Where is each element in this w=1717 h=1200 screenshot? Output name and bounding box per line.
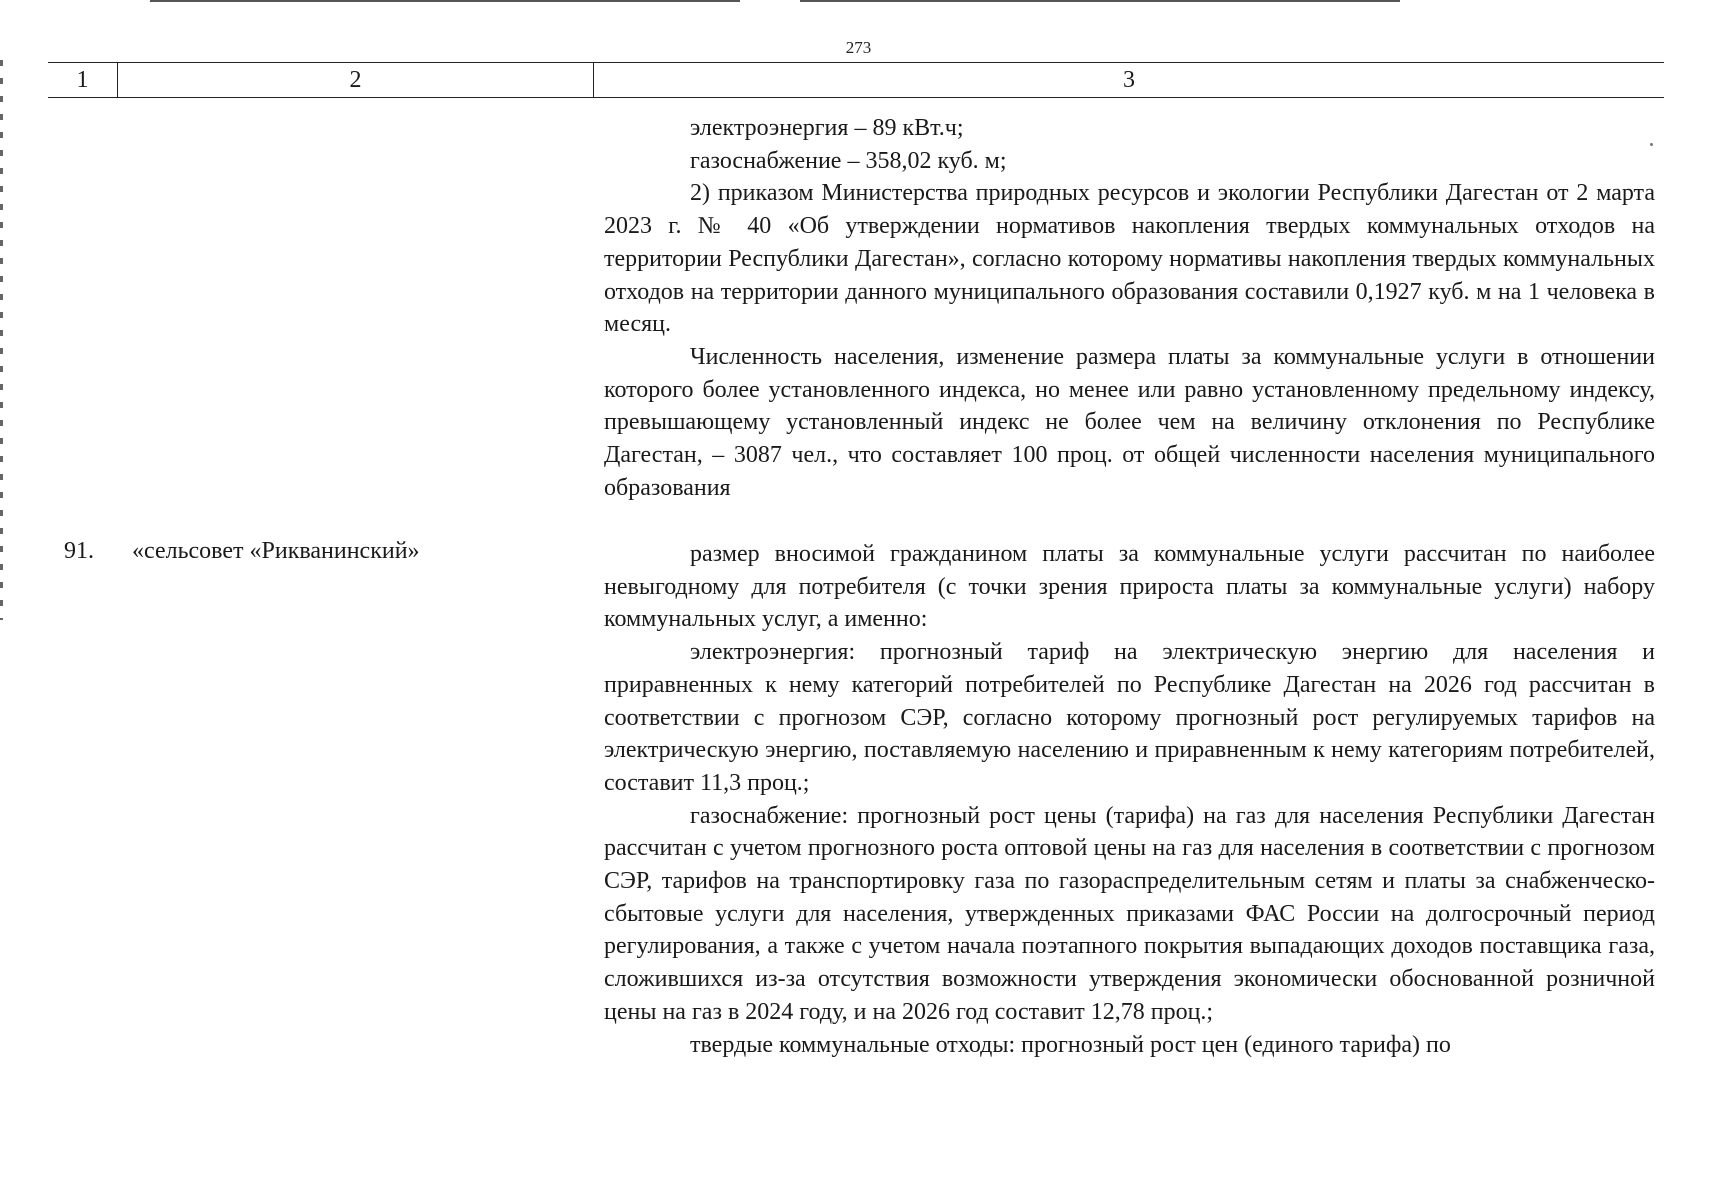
paragraph: электроэнергия – 89 кВт.ч;	[690, 115, 964, 141]
continuation-text	[604, 112, 1655, 504]
table-header	[48, 62, 1664, 98]
paragraph: Численность населения, изменение размера платы за коммунальные услуги в отношении которого более установленного индекса, но менее или равно установленному предельному индексу, превышающему установленный индекс не более чем на величину отклонения по Республике Дагестан, – 3087 чел., что составляет 100 проц. от общей численности населения муниципального образования	[604, 343, 1655, 501]
page-number: 273	[845, 38, 872, 57]
paragraph: электроэнергия: прогнозный тариф на электрическую энергию для населения и приравненных к нему категорий потребителей по Республике Дагестан на 2026 год рассчитан в соответствии с прогнозом СЭР, согласно которому прогнозный рост регулируемых тарифов на электрическую энергию, поставляемую населению и приравненным к нему категориям потребителей, составит 11,3 проц.;	[604, 639, 1655, 796]
scan-edge-top-2	[800, 0, 1400, 2]
header-col-2: 2	[118, 63, 594, 97]
entry-name: «сельсовет «Рикванинский»	[132, 538, 420, 564]
paragraph: 2) приказом Министерства природных ресурсов и экологии Республики Дагестан от 2 марта 2023 г. № 40 «Об утверждении нормативов накопления твердых коммунальных отходов на территории Республики Дагестан», согласно которому нормативы накопления твердых коммунальных отходов на территории данного муниципального образования составили 0,1927 куб. м на 1 человека в месяц.	[604, 180, 1655, 338]
entry-text	[604, 538, 1655, 1061]
header-col-1: 1	[48, 63, 118, 97]
paragraph: газоснабжение: прогнозный рост цены (тарифа) на газ для населения Республики Дагестан рассчитан с учетом прогнозного роста оптовой цены на газ для населения в соответствии с прогнозом СЭР, тарифов на транспортировку газа по газораспределительным сетям и платы за снабженческо-сбытовые услуги для населения, утвержденных приказами ФАС России на долгосрочный период регулирования, а также с учетом начала поэтапного покрытия выпадающих доходов поставщика газа, сложившихся из-за отсутствия возможности утверждения экономически обоснованной розничной цены на газ в 2024 году, и на 2026 год составит 12,78 проц.;	[604, 802, 1655, 1025]
scan-edge-top-1	[150, 0, 740, 2]
scan-edge-left	[0, 60, 3, 620]
header-col-3: 3	[1123, 66, 1135, 93]
paragraph: газоснабжение – 358,02 куб. м;	[690, 147, 1007, 174]
paragraph: размер вносимой гражданином платы за коммунальные услуги рассчитан по наиболее невыгодному для потребителя (с точки зрения прироста платы за коммунальные услуги) набору коммунальных услуг, а именно:	[604, 541, 1655, 633]
entry-number: 91.	[64, 538, 94, 564]
paragraph: твердые коммунальные отходы: прогнозный рост цен (единого тарифа) по	[690, 1031, 1451, 1058]
